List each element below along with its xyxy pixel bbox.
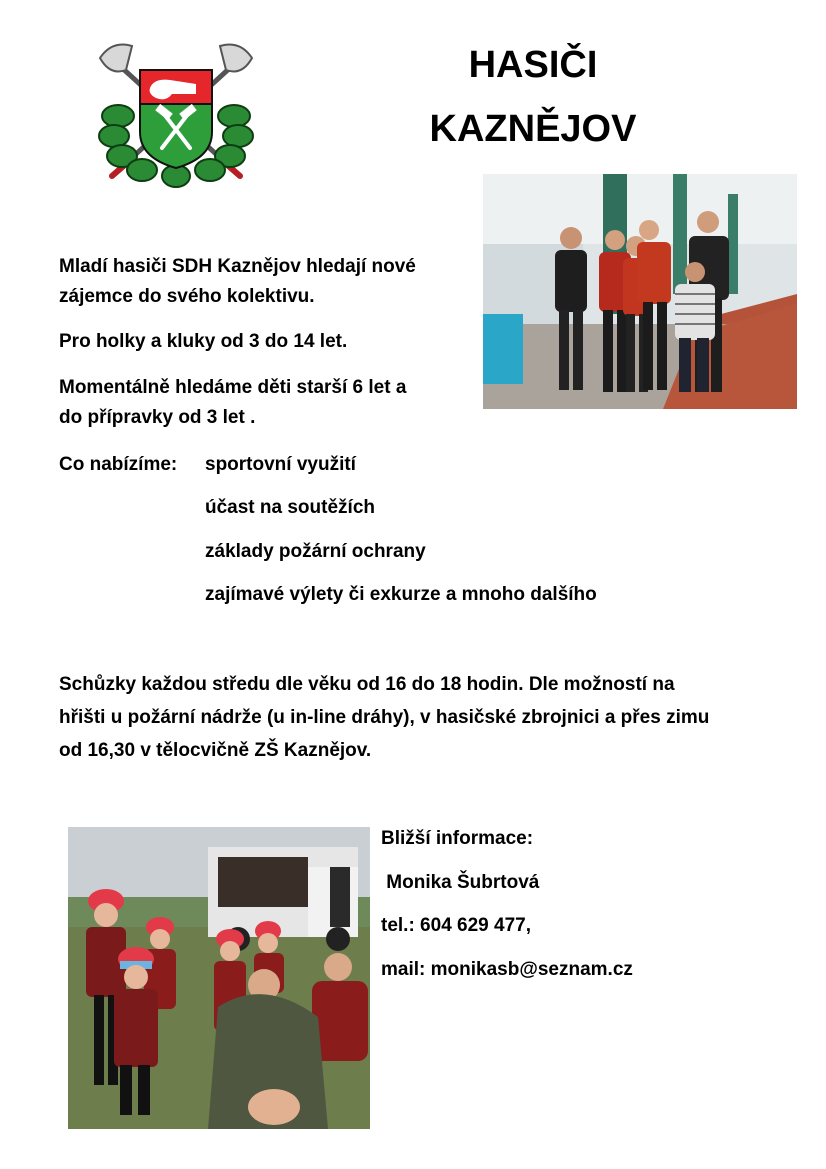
photo-children-outdoor [68, 827, 370, 1129]
intro-line-1: Mladí hasiči SDH Kaznějov hledají nové [59, 256, 416, 277]
offer-item: sportovní využití [205, 454, 356, 475]
offer-item: základy požární ochrany [205, 541, 426, 562]
search-line-1: Momentálně hledáme děti starší 6 let a [59, 377, 407, 398]
photo-team-hall [483, 174, 797, 409]
offer-label: Co nabízíme: [59, 454, 178, 475]
meetings-line-1: Schůzky každou středu dle věku od 16 do 18 hodin. Dle možností na [59, 674, 675, 695]
contact-email: mail: monikasb@seznam.cz [381, 959, 633, 980]
meetings-line-3: od 16,30 v tělocvičně ZŠ Kaznějov. [59, 740, 372, 761]
offer-item: účast na soutěžích [205, 497, 375, 518]
meetings-line-2: hřišti u požární nádrže (u in-line dráhy), v hasičské zbrojnici a přes zimu [59, 707, 710, 728]
intro-line-2: zájemce do svého kolektivu. [59, 286, 315, 307]
contact-phone: tel.: 604 629 477, [381, 915, 531, 936]
emblem [92, 36, 260, 192]
contact-heading: Bližší informace: [381, 828, 534, 849]
offer-item: zajímavé výlety či exkurze a mnoho dalšího [205, 584, 597, 605]
page-title-line1: HASIČI [468, 44, 598, 86]
contact-name: Monika Šubrtová [381, 872, 540, 893]
coat-of-arms-icon [92, 36, 260, 192]
search-line-2: do přípravky od 3 let . [59, 407, 256, 428]
page-title-line2: KAZNĚJOV [429, 108, 637, 150]
age-range-text: Pro holky a kluky od 3 do 14 let. [59, 331, 348, 352]
